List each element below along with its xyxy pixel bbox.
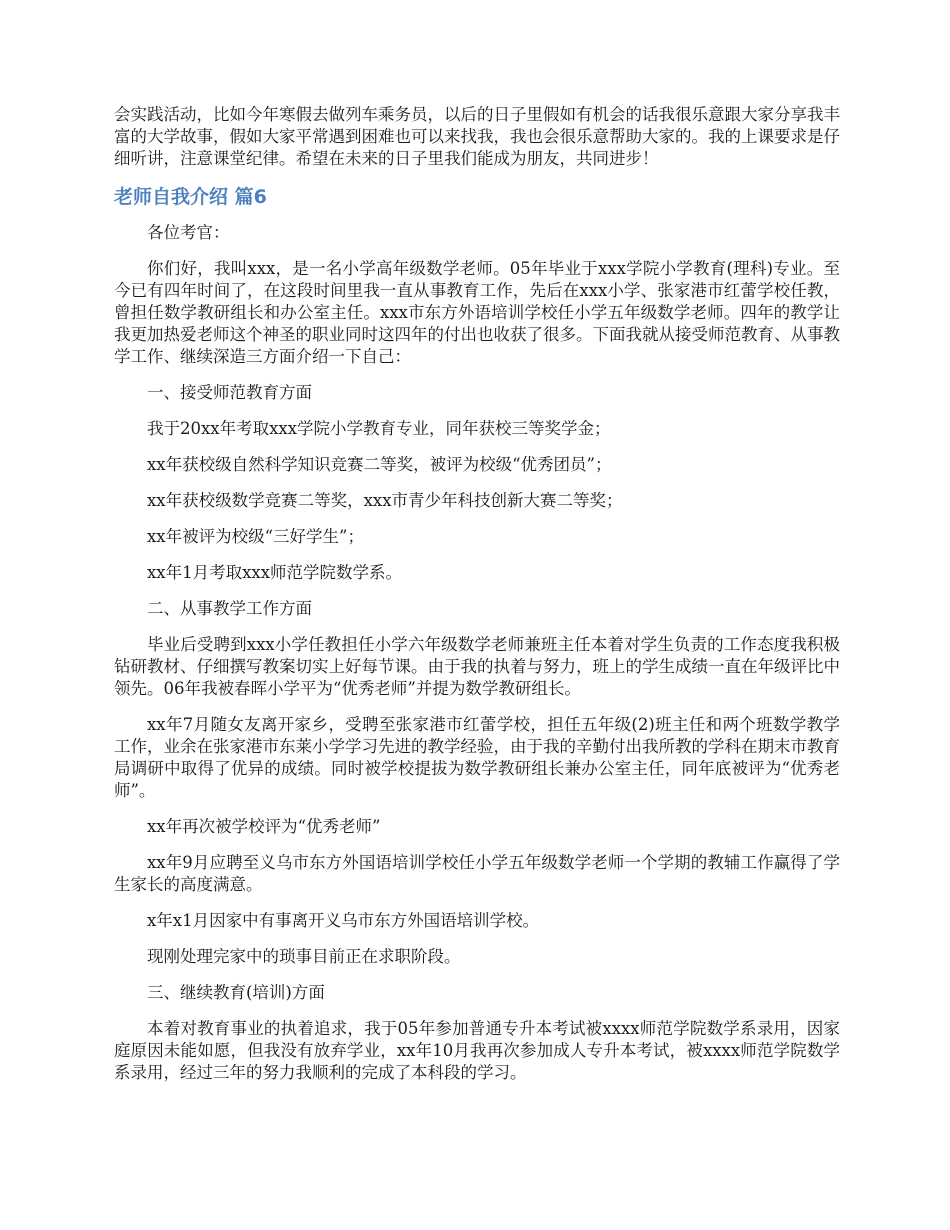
- list-item: 现刚处理完家中的琐事目前正在求职阶段。: [147, 947, 461, 966]
- intro-paragraph: 会实践活动，比如今年寒假去做列车乘务员，以后的日子里假如有机会的话我很乐意跟大家分享我丰富的大学故事，假如大家平常遇到困难也可以来找我，我也会很乐意帮助大家的。我的上课要求是仔细听讲，注意课堂纪律。希望在未来的日子里我们能成为朋友，共同进步！: [114, 105, 840, 168]
- document-page: [114, 104, 840, 1098]
- list-item: x年x1月因家中有事离开义乌市东方外国语培训学校。: [147, 911, 540, 930]
- body-paragraph: 你们好，我叫xxx，是一名小学高年级数学老师。05年毕业于xxx学院小学教育(理科)专业。至今已有四年时间了，在这段时间里我一直从事教育工作，先后在xxx小学、张家港市红蕾学校任教，曾担任数学教研组长和办公室主任。xxx市东方外语培训学校任小学五年级数学老师。四年的教学让我更加热爱老师这个神圣的职业同时这四年的付出也收获了很多。下面我就从接受师范教育、从事教学工作、继续深造三方面介绍一下自己：: [114, 259, 840, 366]
- list-item: xx年被评为校级“三好学生”；: [147, 527, 364, 546]
- body-paragraph: xx年7月随女友离开家乡，受聘至张家港市红蕾学校，担任五年级(2)班主任和两个班数学教学工作，业余在张家港市东莱小学学习先进的教学经验，由于我的辛勤付出我所教的学科在期末市教育局调研中取得了优异的成绩。同时被学校提拔为数学教研组长兼办公室主任，同年底被评为“优秀老师”。: [114, 715, 840, 800]
- body-paragraph: xx年9月应聘至义乌市东方外国语培训学校任小学五年级数学老师一个学期的教辅工作赢得了学生家长的高度满意。: [114, 853, 840, 894]
- subsection-title: 二、从事教学工作方面: [147, 599, 312, 618]
- list-item: xx年再次被学校评为“优秀老师”: [147, 817, 381, 836]
- subsection-title: 三、继续教育(培训)方面: [147, 983, 325, 1002]
- body-paragraph: 本着对教育事业的执着追求，我于05年参加普通专升本考试被xxxx师范学院数学系录用，因家庭原因未能如愿，但我没有放弃学业，xx年10月我再次参加成人专升本考试，被xxxx师范学院数学系录用，经过三年的努力我顺利的完成了本科段的学习。: [114, 1019, 840, 1082]
- salutation: 各位考官：: [147, 223, 230, 242]
- list-item: xx年1月考取xxx师范学院数学系。: [147, 563, 403, 582]
- list-item: xx年获校级数学竞赛二等奖，xxx市青少年科技创新大赛二等奖；: [147, 491, 623, 510]
- section-heading: 老师自我介绍 篇6: [114, 186, 267, 208]
- list-item: 我于20xx年考取xxx学院小学教育专业，同年获校三等奖学金；: [147, 419, 611, 438]
- body-paragraph: 毕业后受聘到xxx小学任教担任小学六年级数学老师兼班主任本着对学生负责的工作态度我积极钻研教材、仔细撰写教案切实上好每节课。由于我的执着与努力，班上的学生成绩一直在年级评比中领先。06年我被春晖小学平为“优秀老师”并提为数学教研组长。: [114, 635, 840, 698]
- subsection-title: 一、接受师范教育方面: [147, 383, 312, 402]
- list-item: xx年获校级自然科学知识竞赛二等奖，被评为校级“优秀团员”；: [147, 455, 612, 474]
